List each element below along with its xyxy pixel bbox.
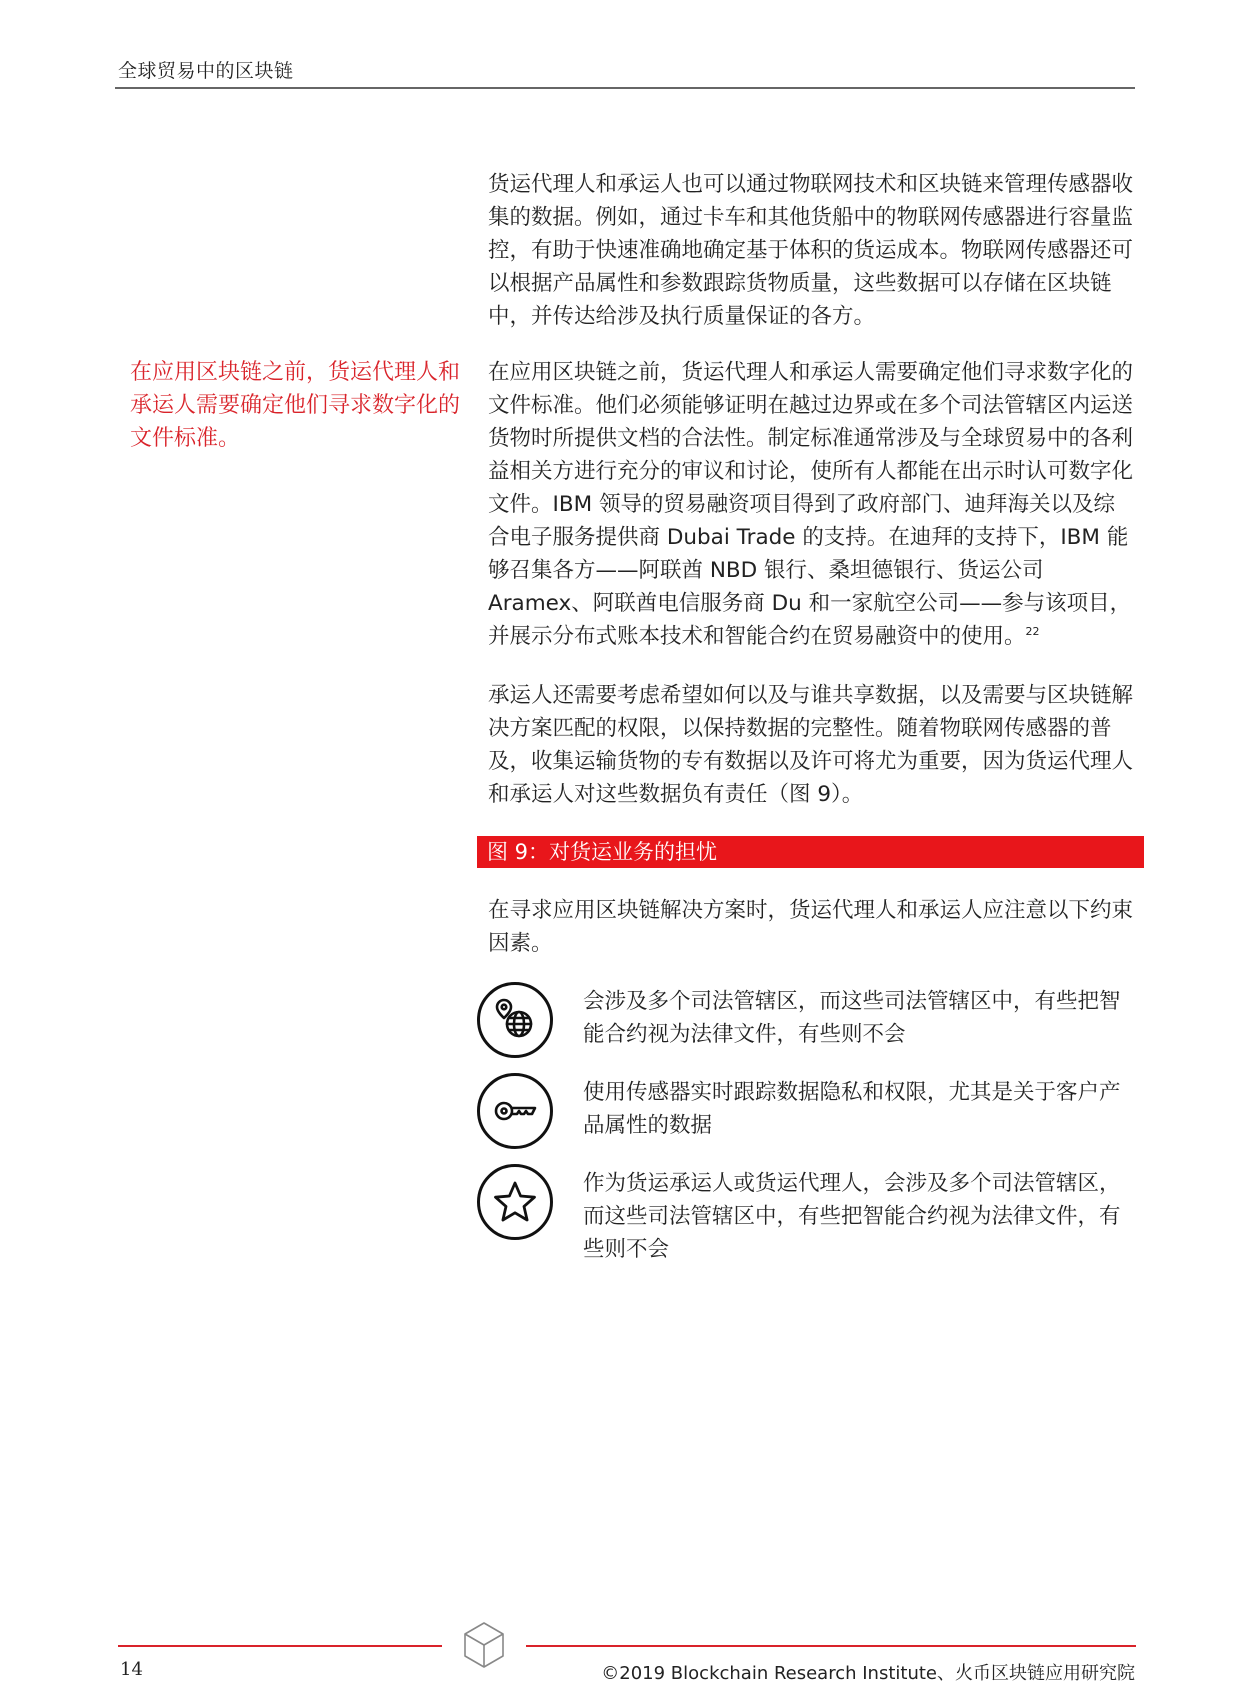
paragraph-3: 承运人还需要考虑希望如何以及与谁共享数据，以及需要与区块链解决方案匹配的权限，以保持数据的完整性。随着物联网传感器的普及，收集运输货物的专有数据以及许可将尤为重要，因为货运代理人和承运人对这些数据负有责任（图 9）。 — [488, 683, 1134, 807]
concern-2-text: 使用传感器实时跟踪数据隐私和权限，尤其是关于客户产品属性的数据 — [583, 1080, 1121, 1138]
footer-rule-right — [526, 1645, 1136, 1647]
footer-copyright: ©2019 Blockchain Research Institute、火币区块链应用研究院 — [601, 1663, 1135, 1684]
paragraph-2 — [488, 356, 1136, 653]
sidenote-callout: 在应用区块链之前，货运代理人和承运人需要确定他们寻求数字化的文件标准。 — [130, 360, 461, 451]
globe-pin-icon — [477, 982, 553, 1058]
figure-title-bar: 图 9：对货运业务的担忧 — [477, 836, 1144, 868]
header-divider — [115, 87, 1135, 89]
header-title: 全球贸易中的区块链 — [118, 60, 294, 82]
concern-3-text: 作为货运承运人或货运代理人，会涉及多个司法管辖区，而这些司法管辖区中，有些把智能合约视为法律文件，有些则不会 — [583, 1171, 1121, 1262]
concern-1-text: 会涉及多个司法管辖区，而这些司法管辖区中，有些把智能合约视为法律文件，有些则不会 — [583, 989, 1121, 1047]
paragraph-4: 在寻求应用区块链解决方案时，货运代理人和承运人应注意以下约束因素。 — [488, 898, 1134, 956]
paragraph-1: 货运代理人和承运人也可以通过物联网技术和区块链来管理传感器收集的数据。例如，通过卡车和其他货船中的物联网传感器进行容量监控，有助于快速准确地确定基于体积的货运成本。物联网传感器还可以根据产品属性和参数跟踪货物质量，这些数据可以存储在区块链中，并传达给涉及执行质量保证的各方。 — [488, 172, 1134, 329]
key-icon — [477, 1073, 553, 1149]
footnote-marker[interactable]: 22 — [1025, 624, 1040, 638]
footer-rule-left — [118, 1645, 442, 1647]
paragraph-2-text: 在应用区块链之前，货运代理人和承运人需要确定他们寻求数字化的文件标准。他们必须能够证明在越过边界或在多个司法管辖区内运送货物时所提供文档的合法性。制定标准通常涉及与全球贸易中的各利益相关方进行充分的审议和讨论，使所有人都能在出示时认可数字化文件。IBM 领导的贸易融资项目得到了政府部门、迪拜海关以及综合电子服务提供商 Dubai Trade 的支持。在迪拜的支持下，IBM 能够召集各方——阿联酋 NBD 银行、桑坦德银行、货运公司 Aramex、阿联酋电信服务商 Du 和一家航空公司——参与该项目，并展示分布式账本技术和智能合约在贸易融资中的使用。 — [488, 360, 1134, 649]
cube-logo-icon — [462, 1620, 506, 1670]
star-icon — [477, 1164, 553, 1240]
page-number: 14 — [120, 1659, 143, 1680]
